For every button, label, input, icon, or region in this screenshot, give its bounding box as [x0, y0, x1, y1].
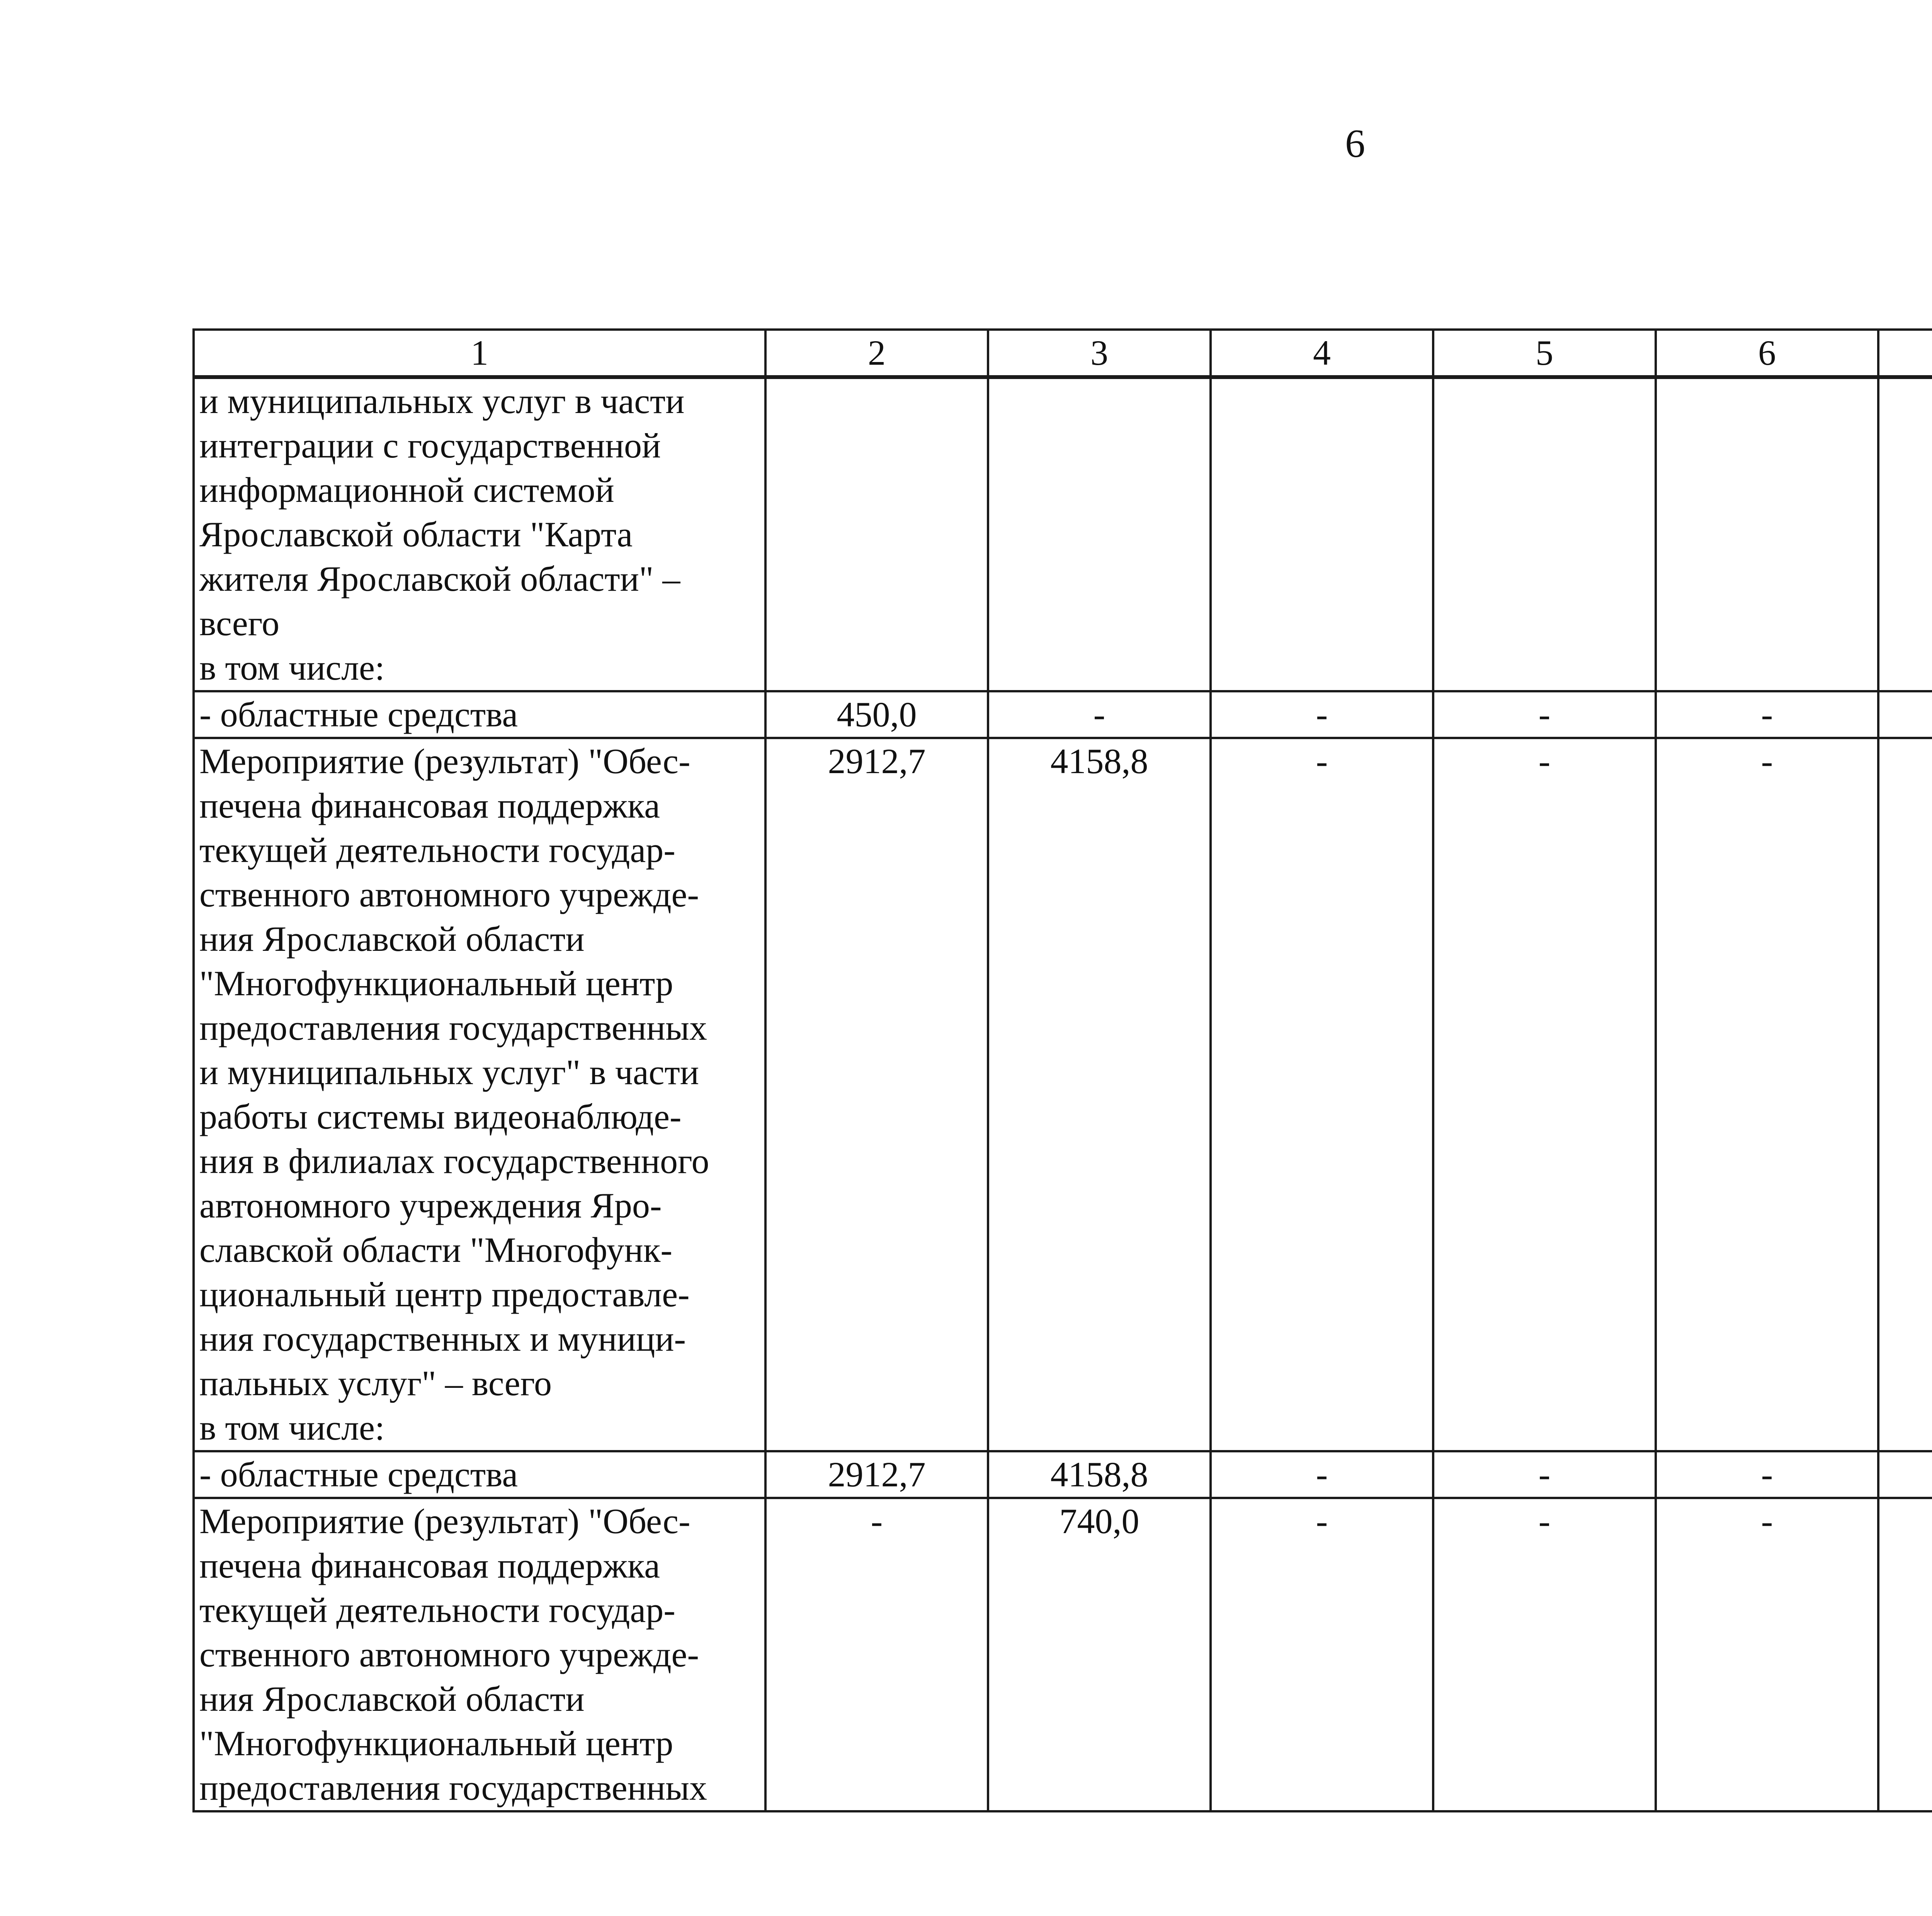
description-line: жителя Ярославской области" – — [199, 559, 680, 598]
cell-col-2: - — [765, 1498, 988, 1811]
row-description — [194, 377, 765, 691]
description-line: информационной системой — [199, 470, 614, 510]
cell-col-6: - — [1656, 691, 1878, 738]
cell-col-5: - — [1433, 1498, 1656, 1811]
description-line: ния Ярославской области — [199, 919, 585, 959]
cell-col-5: - — [1433, 1451, 1656, 1498]
column-header-2: 2 — [765, 330, 988, 377]
description-line: всего — [199, 604, 280, 643]
column-header-7 — [1878, 330, 1932, 377]
table-row — [194, 1498, 1932, 1811]
description-line: ния Ярославской области — [199, 1679, 585, 1719]
table-row — [194, 738, 1932, 1451]
cell-col-6: - — [1656, 1451, 1878, 1498]
description-line: Мероприятие (результат) "Обес- — [199, 741, 690, 781]
cell-col-2: 450,0 — [765, 691, 988, 738]
cell-col-7 — [1878, 1498, 1932, 1811]
cell-col-4: - — [1211, 691, 1433, 738]
table-row — [194, 377, 1932, 691]
description-line: циональный центр предоставле- — [199, 1275, 690, 1314]
row-description — [194, 738, 765, 1451]
header-row — [194, 330, 1932, 377]
column-header-5: 5 — [1433, 330, 1656, 377]
budget-table — [192, 328, 1932, 1812]
description-line: печена финансовая поддержка — [199, 1546, 660, 1585]
description-line: ственного автономного учрежде- — [199, 1635, 699, 1674]
description-line: предоставления государственных — [199, 1768, 707, 1807]
cell-col-2 — [765, 377, 988, 691]
cell-col-3: 4158,8 — [988, 1451, 1211, 1498]
cell-col-3: 740,0 — [988, 1498, 1211, 1811]
description-line: ния в филиалах государственного — [199, 1141, 709, 1181]
description-line: Мероприятие (результат) "Обес- — [199, 1501, 690, 1541]
description-line: пальных услуг" – всего — [199, 1363, 552, 1403]
cell-col-7 — [1878, 691, 1932, 738]
cell-col-2: 2912,7 — [765, 738, 988, 1451]
column-header-6: 6 — [1656, 330, 1878, 377]
cell-col-6 — [1656, 377, 1878, 691]
cell-col-4: - — [1211, 1451, 1433, 1498]
cell-col-4: - — [1211, 738, 1433, 1451]
cell-col-2: 2912,7 — [765, 1451, 988, 1498]
description-line: и муниципальных услуг в части — [199, 381, 685, 421]
cell-col-6: - — [1656, 738, 1878, 1451]
description-line: интеграции с государственной — [199, 426, 661, 465]
description-line: текущей деятельности государ- — [199, 1590, 675, 1630]
description-line: в том числе: — [199, 1408, 385, 1447]
table-body — [194, 377, 1932, 1811]
description-line: в том числе: — [199, 648, 385, 687]
description-line: Ярославской области "Карта — [199, 515, 633, 554]
cell-col-7 — [1878, 377, 1932, 691]
description-line: работы системы видеонаблюде- — [199, 1097, 682, 1136]
cell-col-4 — [1211, 377, 1433, 691]
cell-col-6: - — [1656, 1498, 1878, 1811]
column-header-1: 1 — [194, 330, 765, 377]
cell-col-3 — [988, 377, 1211, 691]
cell-col-7 — [1878, 1451, 1932, 1498]
cell-col-3: - — [988, 691, 1211, 738]
cell-col-7 — [1878, 738, 1932, 1451]
cell-col-5: - — [1433, 738, 1656, 1451]
cell-col-5 — [1433, 377, 1656, 691]
description-line: печена финансовая поддержка — [199, 786, 660, 825]
table-header — [194, 330, 1932, 377]
cell-col-3: 4158,8 — [988, 738, 1211, 1451]
description-line: автономного учреждения Яро- — [199, 1186, 662, 1225]
description-line: ственного автономного учрежде- — [199, 875, 699, 914]
description-line: "Многофункциональный центр — [199, 964, 673, 1003]
description-line: и муниципальных услуг" в части — [199, 1052, 699, 1092]
funding-label: - областные средства — [194, 691, 765, 738]
column-header-3: 3 — [988, 330, 1211, 377]
column-header-4: 4 — [1211, 330, 1433, 377]
funding-label: - областные средства — [194, 1451, 765, 1498]
description-line: славской области "Многофунк- — [199, 1230, 673, 1270]
cell-col-5: - — [1433, 691, 1656, 738]
table-row — [194, 1451, 1932, 1498]
description-line: "Многофункциональный центр — [199, 1724, 673, 1763]
cell-col-4: - — [1211, 1498, 1433, 1811]
table-row — [194, 691, 1932, 738]
description-line: текущей деятельности государ- — [199, 830, 675, 870]
row-description — [194, 1498, 765, 1811]
description-line: предоставления государственных — [199, 1008, 707, 1047]
description-line: ния государственных и муници- — [199, 1319, 686, 1358]
page-number: 6 — [1345, 121, 1365, 166]
